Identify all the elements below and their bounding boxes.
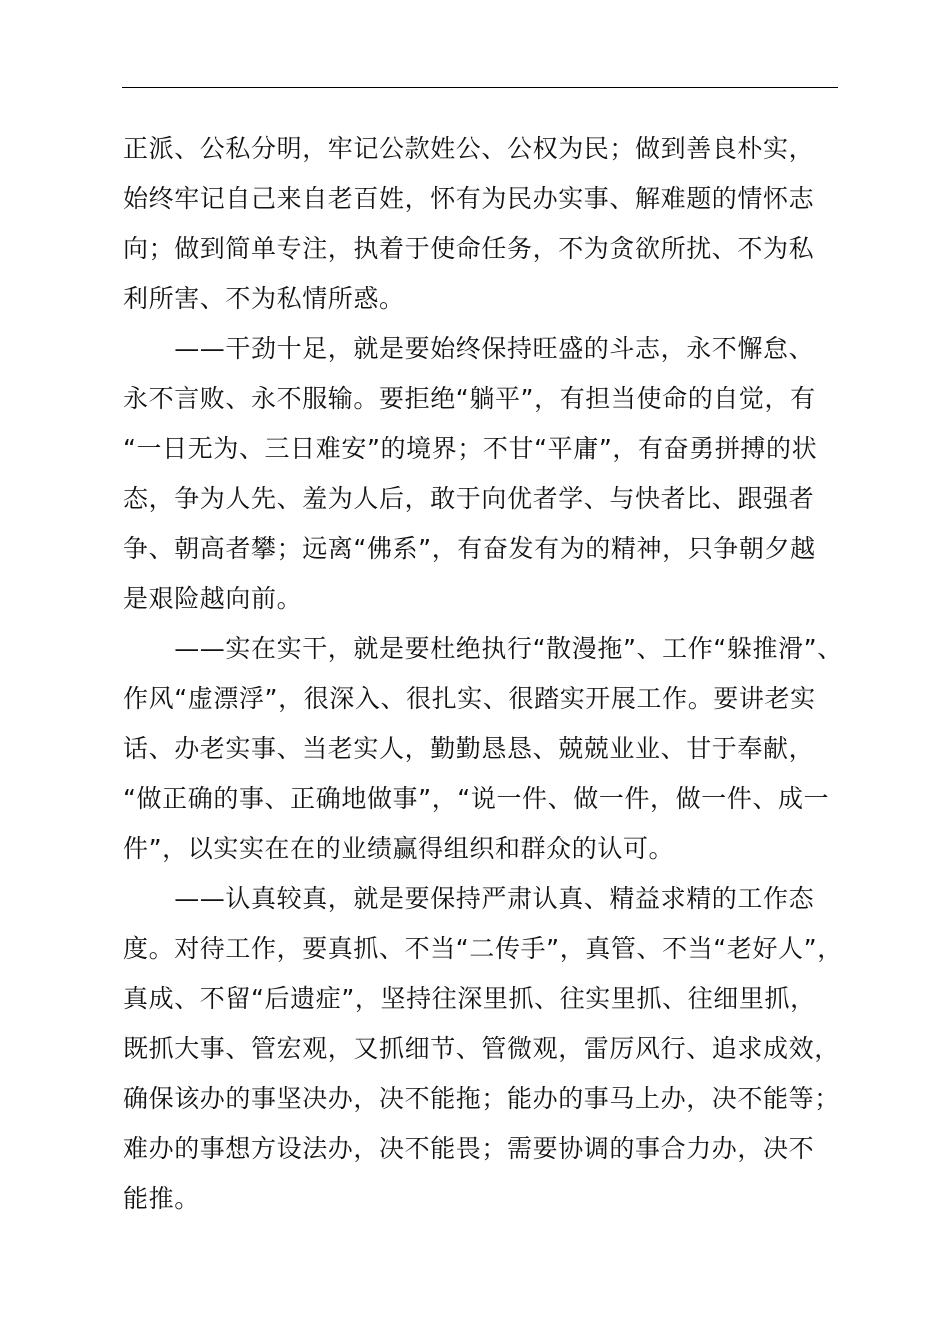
text-line: 始终牢记自己来自老百姓，怀有为民办实事、解难题的情怀志 [123,184,815,213]
text-line: “做正确的事、正确地做事”，“说一件、做一件，做一件、成一 [123,784,830,813]
header-divider [122,87,838,88]
text-line: 作风“虚漂浮”，很深入、很扎实、很踏实开展工作。要讲老实 [123,684,816,713]
text-line: 能推。 [123,1184,200,1213]
text-line: 争、朝高者攀；远离“佛系”，有奋发有为的精神，只争朝夕越 [123,534,816,563]
body-text [123,124,863,1224]
text-line: 既抓大事、管宏观，又抓细节、管微观，雷厉风行、追求成效， [123,1034,840,1063]
text-line: 利所害、不为私情所惑。 [123,284,405,313]
text-line: 真成、不留“后遗症”，坚持往深里抓、往实里抓、往细里抓， [123,984,816,1013]
text-line: 是艰险越向前。 [123,584,303,613]
text-line: ——实在实干，就是要杜绝执行“散漫拖”、工作“躲推滑”、 [123,634,843,663]
text-line: 确保该办的事坚决办，决不能拖；能办的事马上办，决不能等； [123,1084,840,1113]
text-line: 永不言败、永不服输。要拒绝“躺平”，有担当使命的自觉，有 [123,384,816,413]
text-line: 态，争为人先、羞为人后，敢于向优者学、与快者比、跟强者 [123,484,815,513]
text-line: ——认真较真，就是要保持严肃认真、精益求精的工作态 [123,884,815,913]
text-line: 向；做到简单专注，执着于使命任务，不为贪欲所扰、不为私 [123,234,815,263]
text-line: 难办的事想方设法办，决不能畏；需要协调的事合力办，决不 [123,1134,815,1163]
text-line: 度。对待工作，要真抓、不当“二传手”，真管、不当“老好人”， [123,934,843,963]
text-line: ——干劲十足，就是要始终保持旺盛的斗志，永不懈怠、 [123,334,815,363]
text-line: 话、办老实事、当老实人，勤勤恳恳、兢兢业业、甘于奉献， [123,734,815,763]
text-line: “一日无为、三日难安”的境界；不甘“平庸”，有奋勇拼搏的状 [123,434,818,463]
text-line: 正派、公私分明，牢记公款姓公、公权为民；做到善良朴实， [123,134,815,163]
text-line: 件”，以实实在在的业绩赢得组织和群众的认可。 [123,834,675,863]
